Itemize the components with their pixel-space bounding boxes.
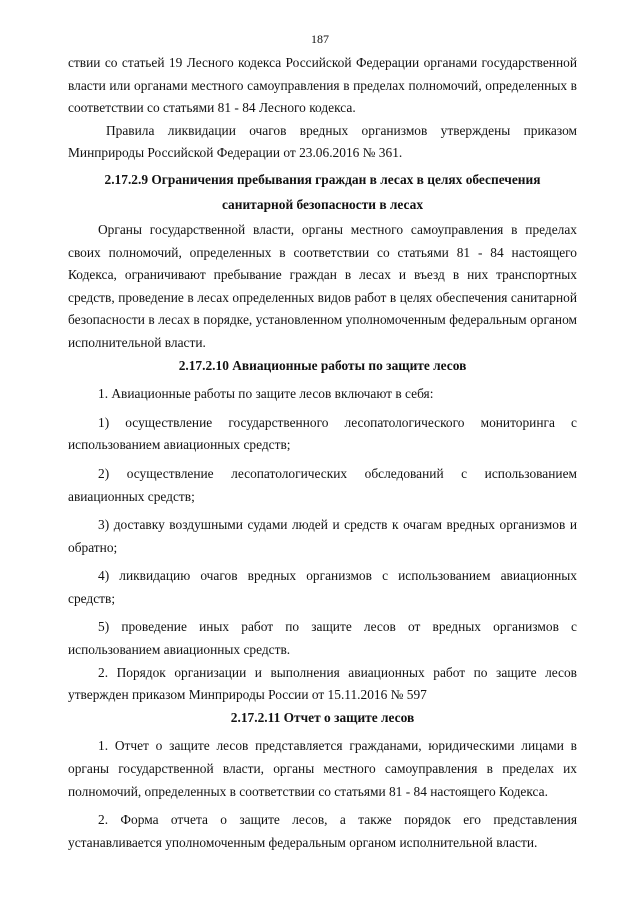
page-number: 187 [311, 32, 329, 46]
section-heading-2-17-2-10: 2.17.2.10 Авиационные работы по защите лесов [178, 357, 467, 373]
paragraph-aviation-order: 2. Порядок организации и выполнения авиационных работ по защите лесов утвержден приказом Минприроды России от 15.11.2016 № 597 [68, 664, 577, 703]
paragraph-report-1: 1. Отчет о защите лесов представляется гражданами, юридическими лицами в органы государственной власти, органы местного самоуправления в пределах их полномочий, определенных в соответствии со статьями 81 - 84 настоящего Кодекса. [68, 738, 577, 799]
paragraph-rules: Правила ликвидации очагов вредных организмов утверждены приказом Минприроды Российской Федерации от 23.06.2016 № 361. [68, 122, 577, 161]
list-item-aviation-3: 3) доставку воздушными судами людей и средств к очагам вредных организмов и обратно; [68, 517, 577, 555]
list-item-aviation-2: 2) осуществление лесопатологических обследований с использованием авиационных средств; [68, 465, 577, 504]
paragraph-report-2: 2. Форма отчета о защите лесов, а также порядок его представления устанавливается уполномоченным федеральным органом исполнительной власти. [68, 812, 577, 850]
document-body [68, 52, 577, 854]
list-item-aviation-4: 4) ликвидацию очагов вредных организмов с использованием авиационных средств; [68, 568, 577, 606]
section-heading-2-17-2-9: 2.17.2.9 Ограничения пребывания граждан в лесах в целях обеспечения санитарной безопасности в лесах [104, 171, 541, 212]
list-item-aviation-5: 5) проведение иных работ по защите лесов от вредных организмов с использованием авиационных средств. [68, 619, 577, 658]
paragraph-aviation-intro: 1. Авиационные работы по защите лесов включают в себя: [98, 386, 434, 402]
list-item-aviation-1: 1) осуществление государственного лесопатологического мониторинга с использованием авиационных средств; [68, 414, 577, 453]
paragraph-restrictions: Органы государственной власти, органы местного самоуправления в пределах своих полномочий, определенных в соответствии со статьями 81 - 84 настоящего Кодекса, ограничивают пребывание граждан в лесах и въезд в них транспортных средств, проведение в лесах определенных видов работ в целях обеспечения санитарной безопасности в лесах в порядке, установленном уполномоченным федеральным органом исполнительной власти. [68, 221, 577, 350]
section-heading-2-17-2-11: 2.17.2.11 Отчет о защите лесов [230, 709, 415, 725]
paragraph-continuation: ствии со статьей 19 Лесного кодекса Российской Федерации органами государственной власти или органами местного самоуправления в пределах полномочий, определенных в соответствии со статьями 81 - 84 Лесного кодекса. [68, 55, 577, 116]
